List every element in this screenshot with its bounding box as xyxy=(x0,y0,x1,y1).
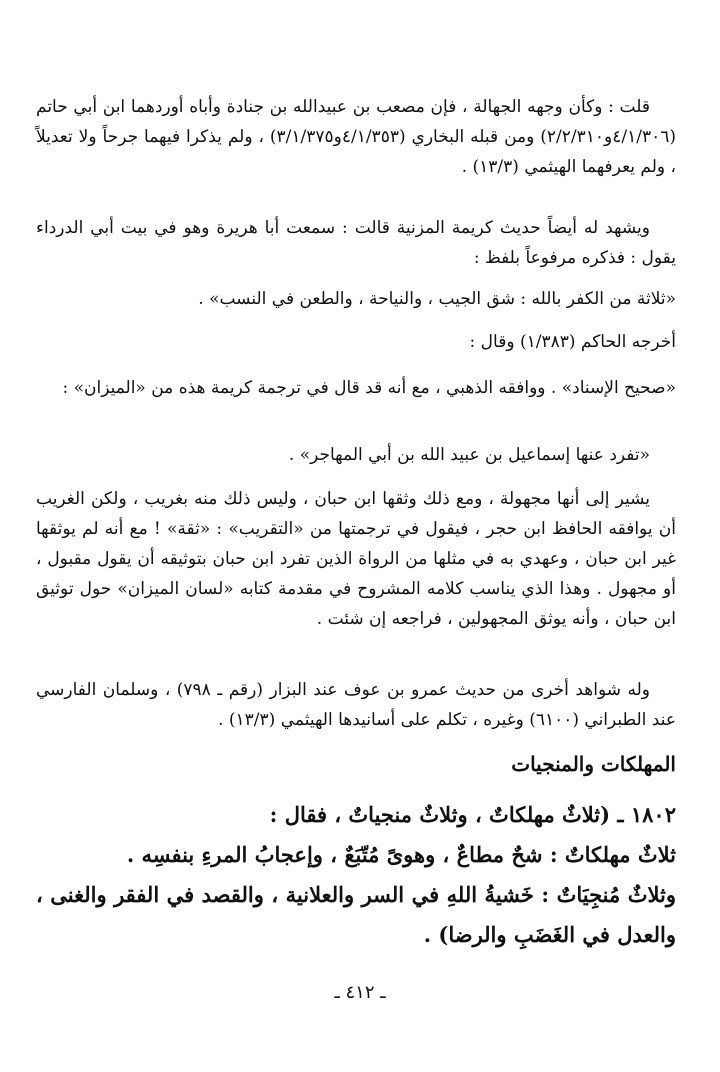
paragraph-ibn-hibban: يشير إلى أنها مجهولة ، ومع ذلك وثقها ابن حبان ، وليس ذلك منه بغريب ، ولكن الغريب أن يوافقه الحافظ ابن حجر ، فيقول في ترجمتها من «التقريب» : «ثقة» ! مع أنه لم يوثقها غير ابن حبان ، وعهدي به في مثلها من الرواة الذين تفرد ابن حبان بتوثيقه أن يقول مقبول ، أو مجهول . وهذا الذي يناسب كلامه المشروح في مقدمة كتابه «لسان الميزان» حول توثيق ابن حبان ، وأنه يوثق المجهولين ، فراجعه إن شئت . xyxy=(36,489,676,629)
paragraph-other-witnesses: وله شواهد أخرى من حديث عمرو بن عوف عند البزار (رقم ـ ٧٩٨) ، وسلمان الفارسي عند الطبراني (٦١٠٠) وغيره ، تكلم على أسانيدها الهيثمي (١٣/٣) . xyxy=(36,680,676,730)
paragraph-commentary-1: قلت : وكأن وجهه الجهالة ، فإن مصعب بن عبيدالله بن جنادة وأباه أوردهما ابن أبي حاتم (٤/١/٣٠٦و٢/٢/٣١٠) ومن قبله البخاري (٤/١/٣٥٣و٣/١/٣٧٥) ، ولم يذكرا فيهما جرحاً ولا تعديلاً ، ولم يعرفهما الهيثمي (١٣/٣) . xyxy=(36,97,676,177)
hadith-1802 xyxy=(36,795,676,955)
quote-mizan: «تفرد عنها إسماعيل بن عبيد الله بن أبي المهاجر» . xyxy=(288,445,650,465)
hadith-line-destroyers: ثلاثٌ مهلكاتٌ : شحٌ مطاعٌ ، وهوىً مُتّبَعٌ ، وإعجابُ المرءِ بنفسِه . xyxy=(126,842,676,867)
hadith-intro: ١٨٠٢ ـ (ثلاثٌ مهلكاتٌ ، وثلاثٌ منجياتٌ ، فقال : xyxy=(269,802,676,827)
page-number: ـ ٤١٢ ـ xyxy=(334,982,386,1003)
paragraph-hakim-source: أخرجه الحاكم (١/٣٨٣) وقال : xyxy=(469,332,676,352)
paragraph-supporting-hadith: ويشهد له أيضاً حديث كريمة المزنية قالت : سمعت أبا هريرة وهو في بيت أبي الدرداء يقول : فذكره مرفوعاً بلفظ : xyxy=(36,218,676,268)
quote-three-of-kufr: «ثلاثة من الكفر بالله : شق الجيب ، والنياحة ، والطعن في النسب» . xyxy=(198,289,676,309)
quote-sahih-isnad: «صحيح الإسناد» . ووافقه الذهبي ، مع أنه قد قال في ترجمة كريمة هذه من «الميزان» : xyxy=(62,378,676,398)
section-heading: المهلكات والمنجيات xyxy=(511,752,676,776)
hadith-line-saviours: وثلاثٌ مُنجِيَاتٌ : خَشيةُ اللهِ في السر والعلانية ، والقصد في الفقر والغنى ، والعدل في الغَضَبِ والرضا) . xyxy=(36,882,676,947)
